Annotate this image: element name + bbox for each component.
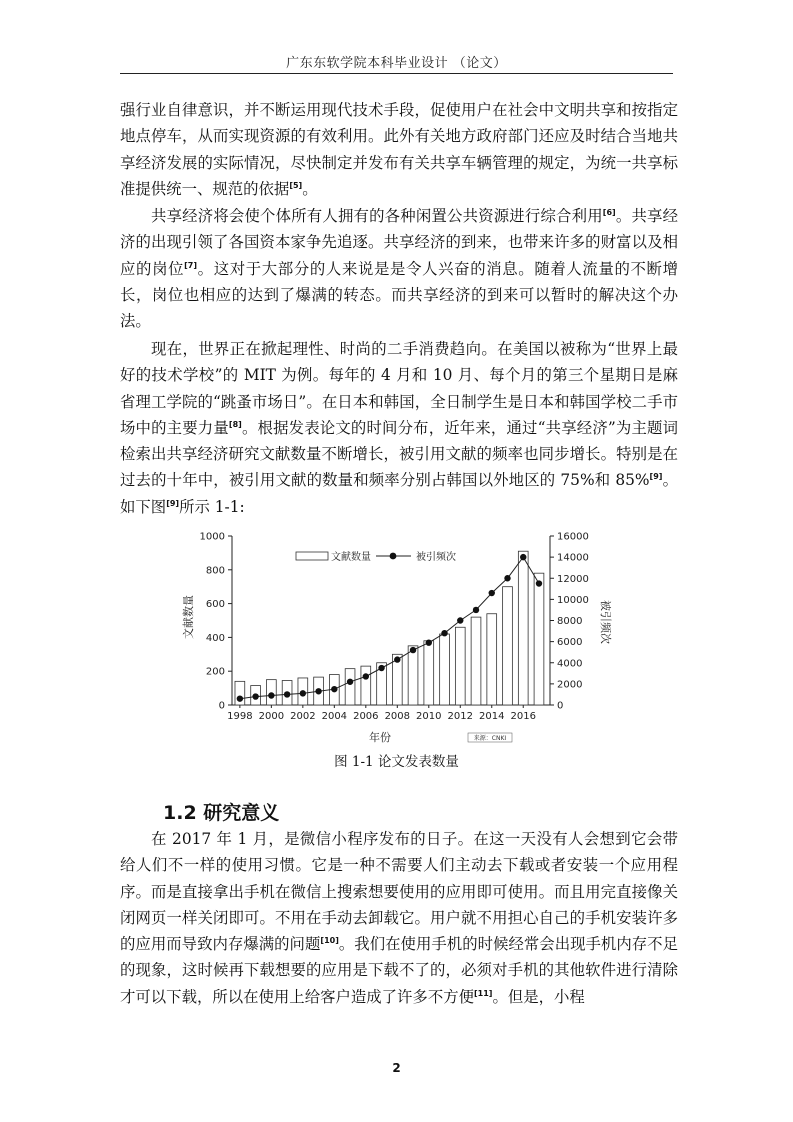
y-left-tick-label: 0 — [218, 700, 225, 712]
paragraph-text: 。我们在使用手机的时候经常会出现手机内存不足的现象，这时候再下载想要的应用是下载不了的，必须对手机的其他软件进行清除才可以下载，所以在使用上给客户造成了许多不方便 — [120, 935, 678, 1006]
citation-ref: [7] — [184, 260, 198, 270]
y-right-tick-label: 16000 — [557, 531, 589, 543]
figure-caption: 图 1-1 论文发表数量 — [334, 754, 459, 770]
paragraph-text: 共享经济将会使个体所有人拥有的各种闲置公共资源进行综合利用 — [151, 207, 603, 225]
citation-ref: [8] — [228, 419, 242, 429]
line-point — [252, 693, 258, 699]
line-point — [378, 665, 384, 671]
publication-chart — [180, 527, 612, 745]
y-right-tick-label: 0 — [557, 700, 564, 712]
y-left-tick-label: 200 — [205, 666, 225, 678]
y-right-tick-label: 8000 — [557, 616, 583, 627]
paragraph-text: 强行业自律意识，并不断运用现代技术手段，促使用户在社会中文明共享和按指定地点停车，从而实现资源的有效利用。此外有关地方政府部门还应及时结合当地共享经济发展的实际情况，尽快制定并发布有关共享车辆管理的规定，为统一共享标准提供统一、规范的依据 — [120, 101, 678, 198]
header-rule — [120, 73, 673, 74]
source-note: 来源：CNKI — [473, 735, 507, 742]
x-tick-label: 2002 — [290, 711, 316, 722]
line-point — [426, 639, 432, 645]
bar — [455, 627, 465, 705]
bar — [440, 634, 450, 705]
y-right-tick-label: 2000 — [557, 679, 583, 691]
running-header: 广东东软学院本科毕业设计 （论文） — [286, 56, 507, 71]
bar — [408, 646, 418, 705]
legend-bar-swatch — [296, 552, 328, 560]
x-tick-label: 2012 — [447, 711, 473, 722]
citation-ref: [9] — [166, 498, 180, 508]
paragraph-text: 。如下图 — [120, 471, 678, 516]
line-point — [268, 692, 274, 698]
line-point — [520, 554, 526, 560]
line-point — [300, 690, 306, 696]
paragraph-text: 。根据发表论文的时间分布，近年来，通过“共享经济”为主题词检索出共享经济研究文献数量不断增长，被引用文献的频率也同步增长。特别是在过去的十年中，被引用文献的数量和频率分别占韩国以外地区的 75%和 85% — [120, 418, 678, 490]
paragraph-text: 。共享经济的出现引领了各国资本家争先追逐。共享经济的到来，也带来许多的财富以及相应的岗位 — [120, 207, 678, 278]
line-point — [441, 630, 447, 636]
paragraph-text: 。 — [302, 179, 318, 198]
y-left-tick-label: 800 — [205, 565, 225, 577]
x-tick-label: 2000 — [258, 711, 285, 722]
paragraph-text: 现在，世界正在掀起理性、时尚的二手消费趋向。在美国以被称为“世界上最好的技术学校”的 MIT 为例。每年的 4 月和 10 月、每个月的第三个星期日是麻省理工学院的“跳蚤市场日”。在日本和韩国，全日制学生是日本和韩国学校二手市场中的主要力量 — [120, 340, 678, 437]
y-right-tick-label: 14000 — [557, 552, 589, 564]
bar — [503, 587, 513, 705]
line-point — [536, 580, 542, 586]
line-point — [347, 679, 353, 685]
citation-ref: [11] — [474, 988, 493, 998]
y-right-tick-label: 10000 — [557, 594, 589, 606]
legend-label-line: 被引频次 — [416, 552, 456, 563]
y-right-tick-label: 4000 — [557, 658, 583, 670]
bar — [424, 641, 434, 705]
x-tick-label: 2004 — [321, 711, 348, 722]
bar — [361, 666, 371, 705]
paragraph-text: 。但是，小程 — [492, 987, 585, 1006]
line-point — [489, 590, 495, 596]
paragraph-text: 所示 1-1: — [179, 497, 245, 516]
line-point — [504, 575, 510, 581]
paragraph-text: 。这对于大部分的人来说是是令人兴奋的消息。随着人流量的不断增长，岗位也相应的达到了爆满的转态。而共享经济的到来可以暂时的解决这个办法。 — [120, 259, 678, 331]
y-axis-right-label: 被引频次 — [599, 600, 612, 644]
x-tick-label: 1998 — [227, 711, 253, 722]
citation-ref: [9] — [649, 472, 663, 482]
y-axis-left-label: 文献数量 — [182, 595, 195, 639]
y-right-tick-label: 12000 — [557, 573, 589, 585]
line-point — [394, 656, 400, 662]
legend-label-bar: 文献数量 — [331, 552, 371, 563]
y-left-tick-label: 600 — [205, 599, 225, 611]
legend-line-marker — [390, 553, 397, 560]
paragraph-4 — [120, 826, 678, 1010]
paragraph-text: 在 2017 年 1 月，是微信小程序发布的日子。在这一天没有人会想到它会带给人们不一样的使用习惯。它是一种不需要人们主动去下载或者安装一个应用程序。而是直接拿出手机在微信上搜索想要使用的应用即可使用。而且用完直接像关闭网页一样关闭即可。不用在手动去卸载它。用户就不用担心自己的手机安装许多的应用而导致内存爆满的问题 — [120, 830, 678, 954]
line-point — [237, 695, 243, 701]
citation-ref: [10] — [320, 936, 339, 946]
bar — [471, 617, 481, 705]
line-point — [473, 607, 479, 613]
citation-ref: [5] — [289, 180, 303, 190]
section-heading: 1.2 研究意义 — [163, 802, 280, 824]
line-point — [363, 673, 369, 679]
bar — [487, 614, 497, 705]
line-point — [457, 617, 463, 623]
bar — [345, 669, 355, 705]
x-tick-label: 2008 — [384, 711, 411, 722]
y-left-tick-label: 400 — [205, 632, 225, 644]
x-tick-label: 2010 — [416, 711, 442, 722]
paragraph-2 — [120, 203, 678, 334]
bar — [534, 573, 544, 705]
paragraph-1 — [120, 97, 678, 202]
page-number: 2 — [392, 1061, 401, 1075]
x-tick-label: 2014 — [479, 711, 505, 722]
x-tick-label: 2006 — [353, 711, 379, 722]
bar — [518, 551, 528, 705]
x-tick-label: 2016 — [510, 711, 536, 722]
line-point — [315, 688, 321, 694]
citation-ref: [6] — [602, 208, 616, 217]
line-point — [284, 691, 290, 697]
y-left-tick-label: 1000 — [199, 531, 225, 543]
line-point — [410, 647, 416, 653]
y-right-tick-label: 6000 — [557, 637, 583, 649]
x-axis-label: 年份 — [369, 731, 391, 744]
chart-legend — [296, 550, 456, 563]
paragraph-3 — [120, 336, 678, 520]
line-point — [331, 686, 337, 692]
